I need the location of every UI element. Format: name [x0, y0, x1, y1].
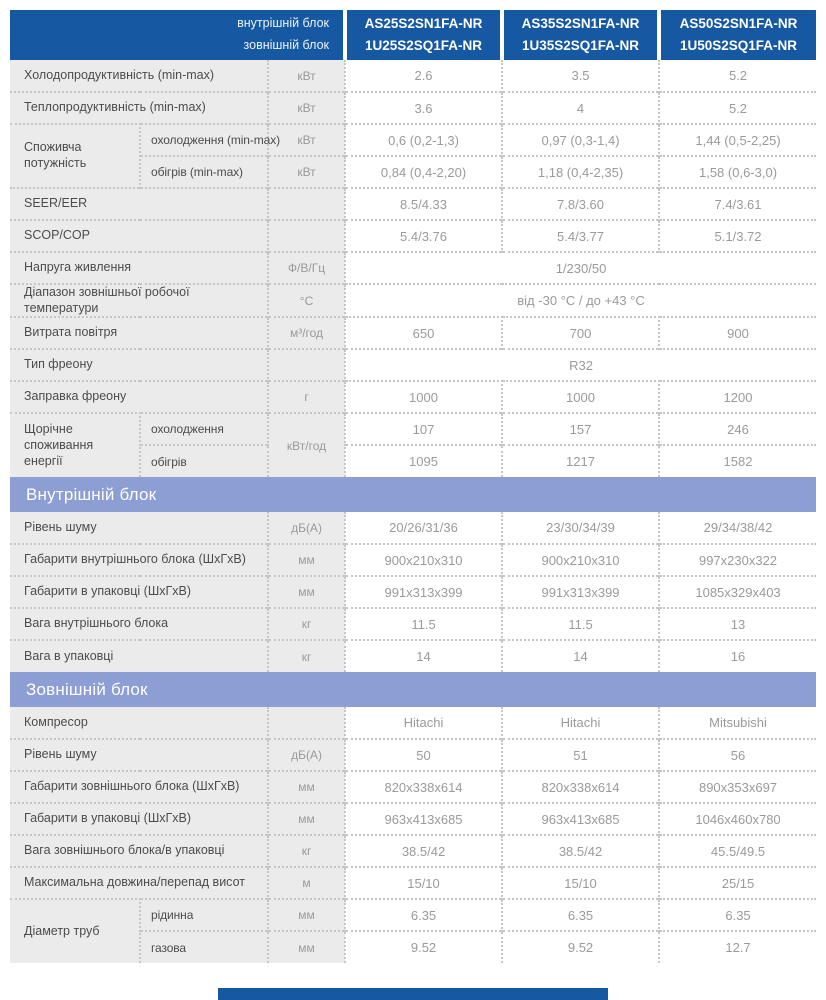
spec-sub-label: обігрів (min-max): [140, 156, 268, 188]
value-cell: 7.8/3.60: [502, 188, 659, 220]
spec-group-label: Споживча потужність: [10, 124, 140, 188]
value-cell: 1,58 (0,6-3,0): [659, 156, 816, 188]
value-cell: 650: [345, 317, 502, 349]
spec-row: [10, 771, 816, 803]
indoor-unit-label: внутрішній блок: [237, 16, 330, 31]
spec-group-label: Діаметр труб: [10, 899, 140, 963]
unit-cell: г: [268, 381, 345, 413]
spec-row: [10, 576, 816, 608]
unit-cell: мм: [268, 803, 345, 835]
unit-cell: [268, 188, 345, 220]
footer-bar: [218, 988, 608, 1000]
value-cell: 6.35: [345, 899, 502, 931]
spec-label: Напруга живлення: [10, 252, 268, 284]
value-cell: 14: [345, 640, 502, 672]
value-cell: 1000: [345, 381, 502, 413]
model-outdoor-name: 1U35S2SQ1FA-NR: [521, 38, 640, 53]
spec-row: [10, 608, 816, 640]
spec-label: Максимальна довжина/перепад висот: [10, 867, 268, 899]
spec-label: SCOP/COP: [10, 220, 268, 252]
value-cell: 20/26/31/36: [345, 512, 502, 544]
value-cell: 5.2: [659, 60, 816, 92]
spec-row: [10, 544, 816, 576]
value-cell: 56: [659, 739, 816, 771]
value-cell: 7.4/3.61: [659, 188, 816, 220]
value-cell: 5.2: [659, 92, 816, 124]
spec-row: [10, 739, 816, 771]
spec-row: [10, 220, 816, 252]
value-cell: 246: [659, 413, 816, 445]
section-header: Внутрішній блок: [10, 477, 816, 512]
spec-label: SEER/EER: [10, 188, 268, 220]
spec-table: [10, 10, 816, 963]
value-cell: 6.35: [502, 899, 659, 931]
spec-row: [10, 640, 816, 672]
spec-group-label: Щорічне споживання енергії: [10, 413, 140, 477]
value-cell: 38.5/42: [502, 835, 659, 867]
value-cell: 6.35: [659, 899, 816, 931]
spec-label: Вага в упаковці: [10, 640, 268, 672]
value-cell: Hitachi: [502, 707, 659, 739]
value-cell: Mitsubishi: [659, 707, 816, 739]
value-cell: 50: [345, 739, 502, 771]
unit-cell: кг: [268, 835, 345, 867]
unit-cell: м: [268, 867, 345, 899]
value-cell: 1085x329x403: [659, 576, 816, 608]
model-indoor-name: AS50S2SN1FA-NR: [679, 16, 798, 32]
value-cell: 157: [502, 413, 659, 445]
spec-label: Тип фреону: [10, 349, 268, 381]
value-cell: 23/30/34/39: [502, 512, 659, 544]
unit-cell: мм: [268, 931, 345, 963]
unit-cell: мм: [268, 899, 345, 931]
value-cell: 991x313x399: [345, 576, 502, 608]
value-cell: 9.52: [502, 931, 659, 963]
header-row: [10, 10, 816, 60]
value-cell: 51: [502, 739, 659, 771]
value-cell: 25/15: [659, 867, 816, 899]
unit-cell: [268, 707, 345, 739]
unit-cell: кВт/год: [268, 413, 345, 477]
unit-cell: дБ(А): [268, 512, 345, 544]
value-cell: 3.5: [502, 60, 659, 92]
value-cell: 45.5/49.5: [659, 835, 816, 867]
unit-cell: мм: [268, 771, 345, 803]
spec-label: Діапазон зовнішньої робочої температури: [10, 284, 268, 317]
value-cell: 1217: [502, 445, 659, 477]
value-cell: 1095: [345, 445, 502, 477]
value-cell: 1046x460x780: [659, 803, 816, 835]
spec-row: [10, 413, 816, 445]
value-cell-span: від -30 °С / до +43 °С: [345, 284, 816, 317]
spec-label: Компресор: [10, 707, 268, 739]
model-indoor-name: AS35S2SN1FA-NR: [521, 16, 640, 32]
value-cell: 3.6: [345, 92, 502, 124]
value-cell: 1,44 (0,5-2,25): [659, 124, 816, 156]
unit-cell: [268, 349, 345, 381]
section-row: [10, 672, 816, 707]
value-cell: 16: [659, 640, 816, 672]
unit-cell: Ф/В/Гц: [268, 252, 345, 284]
spec-label: Заправка фреону: [10, 381, 268, 413]
unit-cell: мм: [268, 544, 345, 576]
spec-row: [10, 349, 816, 381]
value-cell: 9.52: [345, 931, 502, 963]
value-cell: 14: [502, 640, 659, 672]
model-outdoor-name: 1U25S2SQ1FA-NR: [364, 38, 483, 53]
spec-row: [10, 60, 816, 92]
spec-sub-label: газова: [140, 931, 268, 963]
value-cell: 13: [659, 608, 816, 640]
value-cell: 11.5: [345, 608, 502, 640]
unit-cell: кВт: [268, 60, 345, 92]
value-cell: 38.5/42: [345, 835, 502, 867]
spec-row: [10, 188, 816, 220]
value-cell: Hitachi: [345, 707, 502, 739]
value-cell: 107: [345, 413, 502, 445]
value-cell: 1582: [659, 445, 816, 477]
value-cell: 29/34/38/42: [659, 512, 816, 544]
value-cell: 15/10: [345, 867, 502, 899]
spec-label: Вага зовнішнього блока/в упаковці: [10, 835, 268, 867]
value-cell: 997x230x322: [659, 544, 816, 576]
unit-cell: м³/год: [268, 317, 345, 349]
unit-cell: кВт: [268, 92, 345, 124]
value-cell: 11.5: [502, 608, 659, 640]
spec-label: Холодопродуктивність (min-max): [10, 60, 268, 92]
value-cell: 0,6 (0,2-1,3): [345, 124, 502, 156]
unit-cell: кг: [268, 640, 345, 672]
value-cell: 820x338x614: [345, 771, 502, 803]
value-cell: 900x210x310: [502, 544, 659, 576]
unit-cell: кг: [268, 608, 345, 640]
spec-row: [10, 317, 816, 349]
spec-row: [10, 92, 816, 124]
spec-label: Рівень шуму: [10, 512, 268, 544]
spec-row: [10, 803, 816, 835]
value-cell: 12.7: [659, 931, 816, 963]
model-outdoor-name: 1U50S2SQ1FA-NR: [679, 38, 798, 53]
spec-row: [10, 512, 816, 544]
value-cell: 0,84 (0,4-2,20): [345, 156, 502, 188]
section-header: Зовнішній блок: [10, 672, 816, 707]
value-cell: 1,18 (0,4-2,35): [502, 156, 659, 188]
spec-row: [10, 835, 816, 867]
spec-label: Габарити зовнішнього блока (ШхГхВ): [10, 771, 268, 803]
spec-label: Габарити внутрішнього блока (ШхГхВ): [10, 544, 268, 576]
value-cell: 991x313x399: [502, 576, 659, 608]
spec-sub-label: рідинна: [140, 899, 268, 931]
unit-cell: дБ(А): [268, 739, 345, 771]
spec-label: Рівень шуму: [10, 739, 268, 771]
model-column-1: [345, 10, 502, 60]
value-cell-span: R32: [345, 349, 816, 381]
unit-cell: кВт: [268, 124, 345, 156]
value-cell: 890x353x697: [659, 771, 816, 803]
spec-sub-label: охолодження (min-max): [140, 124, 268, 156]
spec-row: [10, 124, 816, 156]
value-cell: 1200: [659, 381, 816, 413]
value-cell: 1000: [502, 381, 659, 413]
value-cell: 963x413x685: [502, 803, 659, 835]
value-cell: 2.6: [345, 60, 502, 92]
model-column-2: [502, 10, 659, 60]
spec-table-body: [10, 60, 816, 963]
value-cell: 5.1/3.72: [659, 220, 816, 252]
spec-row: [10, 284, 816, 317]
unit-type-header: [10, 10, 345, 60]
value-cell: 0,97 (0,3-1,4): [502, 124, 659, 156]
spec-sub-label: обігрів: [140, 445, 268, 477]
unit-cell: °С: [268, 284, 345, 317]
value-cell: 4: [502, 92, 659, 124]
spec-row: [10, 899, 816, 931]
value-cell: 900: [659, 317, 816, 349]
value-cell: 700: [502, 317, 659, 349]
spec-row: [10, 381, 816, 413]
value-cell: 900x210x310: [345, 544, 502, 576]
spec-label: Габарити в упаковці (ШхГхВ): [10, 803, 268, 835]
model-indoor-name: AS25S2SN1FA-NR: [364, 16, 483, 32]
value-cell: 963x413x685: [345, 803, 502, 835]
unit-cell: кВт: [268, 156, 345, 188]
spec-row: [10, 707, 816, 739]
spec-label: Теплопродуктивність (min-max): [10, 92, 268, 124]
model-column-3: [659, 10, 816, 60]
spec-label: Габарити в упаковці (ШхГхВ): [10, 576, 268, 608]
spec-label: Витрата повітря: [10, 317, 268, 349]
value-cell-span: 1/230/50: [345, 252, 816, 284]
spec-row: [10, 252, 816, 284]
section-row: [10, 477, 816, 512]
spec-row: [10, 867, 816, 899]
outdoor-unit-label: зовнішній блок: [243, 38, 330, 52]
table-header: [10, 10, 816, 60]
unit-cell: [268, 220, 345, 252]
value-cell: 5.4/3.77: [502, 220, 659, 252]
value-cell: 15/10: [502, 867, 659, 899]
unit-cell: мм: [268, 576, 345, 608]
value-cell: 820x338x614: [502, 771, 659, 803]
value-cell: 8.5/4.33: [345, 188, 502, 220]
spec-label: Вага внутрішнього блока: [10, 608, 268, 640]
value-cell: 5.4/3.76: [345, 220, 502, 252]
spec-sub-label: охолодження: [140, 413, 268, 445]
